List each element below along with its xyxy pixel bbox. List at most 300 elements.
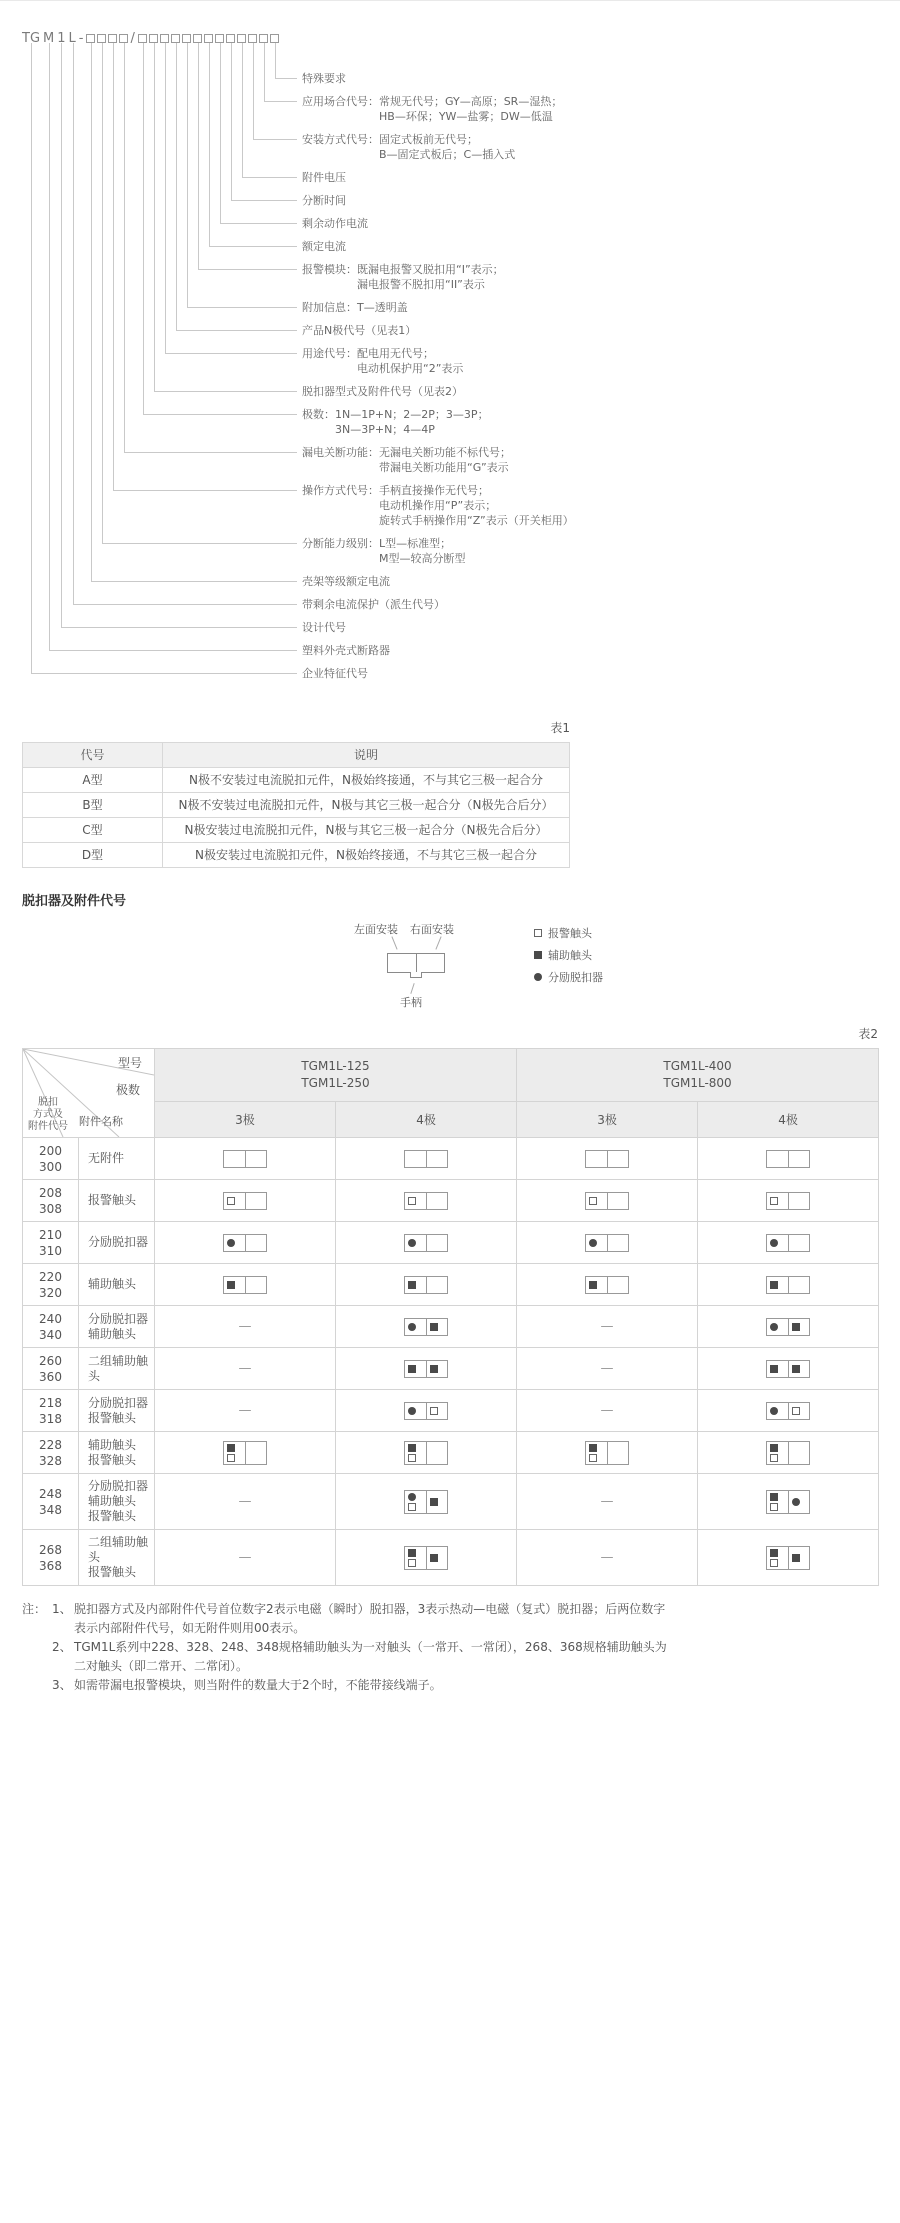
note-text	[74, 1638, 667, 1676]
symbol-cell	[517, 1222, 698, 1264]
code-label	[302, 536, 722, 566]
accessory-symbol-box	[766, 1360, 810, 1378]
accessory-name: 辅助触头	[88, 1326, 137, 1341]
model-group-400-800	[517, 1049, 879, 1102]
pole-header: 4极	[336, 1101, 517, 1137]
symbol-cell: —	[155, 1348, 336, 1390]
table1-header-row	[23, 743, 570, 768]
type-code-cell: B型	[23, 793, 163, 818]
accessory-compartment	[245, 1442, 266, 1464]
legend-item	[534, 925, 603, 941]
code-label	[302, 71, 722, 86]
accessory-compartment	[767, 1235, 788, 1251]
accessory-name: 报警触头	[88, 1410, 137, 1425]
table2-row	[23, 1222, 879, 1264]
accessory-symbol-box	[223, 1192, 267, 1210]
sq-symbol	[408, 1559, 416, 1567]
right-mount-label: 右面安装	[410, 923, 454, 936]
dot-symbol	[408, 1239, 416, 1247]
table2-row	[23, 1264, 879, 1306]
note-marker: 1、	[52, 1602, 72, 1616]
left-pointer-line	[391, 936, 397, 949]
accessory-compartment	[405, 1491, 426, 1513]
code-box	[193, 34, 202, 43]
accessory-symbol-box	[404, 1318, 448, 1336]
accessory-name: 分励脱扣器	[88, 1235, 149, 1249]
accessory-compartment	[426, 1403, 447, 1419]
accessory-compartment	[767, 1319, 788, 1335]
code-box	[226, 34, 235, 43]
code-label	[302, 170, 722, 185]
code-label	[302, 323, 722, 338]
fs-symbol	[227, 1444, 235, 1452]
note-lead	[22, 1676, 52, 1695]
code-box	[182, 34, 191, 43]
pole-header: 3极	[155, 1101, 336, 1137]
code-label-line: 带漏电关断功能用“G”表示	[379, 461, 509, 474]
table1	[22, 742, 570, 868]
accessory-name: 分励脱扣器	[88, 1479, 149, 1493]
code-label-line: 应用场合代号：常规无代号；GY—高原；SR—湿热；	[302, 95, 563, 108]
model-code	[22, 27, 878, 46]
table1-row	[23, 843, 570, 868]
symbol-cell	[698, 1432, 879, 1474]
accessory-name-cell	[79, 1306, 155, 1348]
accessory-compartment	[767, 1491, 788, 1513]
fs-symbol	[227, 1281, 235, 1289]
code-label-line: 附件电压	[302, 171, 346, 184]
code-box	[270, 34, 279, 43]
accessory-symbol-box	[404, 1546, 448, 1570]
accessory-code-cell	[23, 1348, 79, 1390]
table2-row	[23, 1180, 879, 1222]
accessory-code: 220	[39, 1269, 62, 1284]
accessory-symbol-box	[404, 1490, 448, 1514]
accessory-symbol-box	[404, 1150, 448, 1168]
accessory-compartment	[426, 1491, 447, 1513]
code-label	[302, 407, 722, 437]
accessory-compartment	[224, 1442, 245, 1464]
symbol-cell	[698, 1222, 879, 1264]
accessory-name-cell	[79, 1264, 155, 1306]
type-desc-cell: N极不安装过电流脱扣元件，N极始终接通，不与其它三极一起合分	[163, 768, 570, 793]
accessory-symbol-box	[585, 1441, 629, 1465]
fs-symbol	[408, 1281, 416, 1289]
accessory-compartment	[788, 1442, 809, 1464]
accessory-symbol-box	[404, 1192, 448, 1210]
note-line: TGM1L系列中228、328、248、348规格辅助触头为一对触头（一常开、一常闭），268、368规格辅助触头为	[74, 1640, 667, 1654]
note-lead: 注：	[22, 1602, 47, 1616]
legend-label: 辅助触头	[548, 949, 592, 962]
model-name: TGM1L-400	[663, 1058, 732, 1073]
sq-symbol	[589, 1197, 597, 1205]
accessory-symbol-box	[404, 1360, 448, 1378]
code-label-line: 剩余动作电流	[302, 217, 368, 230]
dot-symbol	[227, 1239, 235, 1247]
code-label-line: 电动机操作用“P”表示；	[379, 499, 497, 512]
dot-symbol	[408, 1407, 416, 1415]
accessory-compartment	[586, 1277, 607, 1293]
sq-symbol	[408, 1197, 416, 1205]
sq-symbol	[792, 1407, 800, 1415]
accessory-code-cell	[23, 1180, 79, 1222]
code-label-line: 企业特征代号	[302, 667, 368, 680]
symbol-cell: —	[517, 1474, 698, 1530]
accessory-compartment	[788, 1403, 809, 1419]
accessory-compartment	[788, 1491, 809, 1513]
accessory-compartment	[767, 1277, 788, 1293]
accessory-name: 二组辅助触头	[88, 1535, 149, 1564]
accessory-symbol-box	[766, 1490, 810, 1514]
accessory-code: 310	[39, 1243, 62, 1258]
accessory-compartment	[586, 1235, 607, 1251]
symbol-cell	[155, 1180, 336, 1222]
type-desc-cell: N极安装过电流脱扣元件，N极与其它三极一起合分（N极先合后分）	[163, 818, 570, 843]
symbol-cell	[155, 1264, 336, 1306]
accessory-compartment	[405, 1235, 426, 1251]
symbol-cell	[517, 1264, 698, 1306]
accessory-compartment	[788, 1193, 809, 1209]
fs-symbol	[430, 1365, 438, 1373]
fs-symbol	[770, 1444, 778, 1452]
type-desc-cell: N极安装过电流脱扣元件，N极始终接通，不与其它三极一起合分	[163, 843, 570, 868]
symbol-cell	[698, 1138, 879, 1180]
code-label	[302, 620, 722, 635]
code-label	[302, 216, 722, 231]
code-label-line: 带剩余电流保护（派生代号）	[302, 598, 445, 611]
code-label	[302, 483, 722, 528]
pole-header: 4极	[698, 1101, 879, 1137]
accessory-compartment	[405, 1403, 426, 1419]
table2-row	[23, 1306, 879, 1348]
accessory-compartment	[245, 1151, 266, 1167]
code-label	[302, 597, 722, 612]
code-label-line: 分断能力级别：L型—标准型；	[302, 537, 452, 550]
fs-symbol	[792, 1554, 800, 1562]
code-label-line: M型—较高分断型	[379, 552, 466, 565]
note-lead	[22, 1638, 52, 1676]
note-item	[22, 1638, 878, 1676]
accessory-symbol-box	[223, 1234, 267, 1252]
code-letter: L	[68, 31, 76, 46]
dot-symbol	[792, 1498, 800, 1506]
code-box	[86, 34, 95, 43]
note-item	[22, 1600, 878, 1638]
accessory-symbol-box	[766, 1192, 810, 1210]
dot-symbol	[770, 1407, 778, 1415]
accessory-symbol-box	[585, 1150, 629, 1168]
symbol-cell	[698, 1180, 879, 1222]
accessory-name: 辅助触头	[88, 1277, 137, 1291]
code-label-line: 用途代号：配电用无代号；	[302, 347, 434, 360]
corner-code-label: 脱扣 方式及 附件代号	[28, 1097, 68, 1132]
accessory-compartment	[586, 1193, 607, 1209]
accessory-compartment	[426, 1151, 447, 1167]
type-code-cell: C型	[23, 818, 163, 843]
code-box	[237, 34, 246, 43]
corner-model-label: 型号	[117, 1056, 142, 1070]
fs-symbol	[589, 1281, 597, 1289]
sq-symbol	[534, 929, 542, 937]
code-label-line: HB—环保；YW—盐雾；DW—低温	[379, 110, 553, 123]
code-label-line: 产品N极代号（见表1）	[302, 324, 417, 337]
code-label-line: 3N—3P+N；4—4P	[335, 423, 435, 436]
accessory-name: 分励脱扣器	[88, 1395, 149, 1410]
code-label	[302, 193, 722, 208]
sq-symbol	[770, 1197, 778, 1205]
accessory-compartment	[788, 1151, 809, 1167]
code-label-line: B—固定式板后；C—插入式	[379, 148, 516, 161]
legend-label: 报警触头	[548, 927, 592, 940]
accessory-symbol-box	[766, 1234, 810, 1252]
symbol-cell	[698, 1264, 879, 1306]
symbol-cell	[517, 1138, 698, 1180]
accessory-name-cell	[79, 1180, 155, 1222]
accessory-symbol-box	[223, 1441, 267, 1465]
accessory-name: 辅助触头	[88, 1494, 137, 1508]
accessory-compartment	[405, 1547, 426, 1569]
accessory-compartment	[767, 1193, 788, 1209]
model-name: TGM1L-125	[301, 1058, 370, 1073]
fs-symbol	[408, 1549, 416, 1557]
type-desc-cell: N极不安装过电流脱扣元件，N极与其它三极一起合分（N极先合后分）	[163, 793, 570, 818]
accessory-compartment	[426, 1442, 447, 1464]
symbol-cell: —	[517, 1348, 698, 1390]
code-label	[302, 262, 722, 292]
accessory-compartment	[245, 1193, 266, 1209]
accessory-compartment	[426, 1319, 447, 1335]
dot-symbol	[770, 1239, 778, 1247]
code-label-line: 报警模块：既漏电报警又脱扣用“I”表示；	[302, 263, 504, 276]
sq-symbol	[770, 1559, 778, 1567]
fs-symbol	[770, 1549, 778, 1557]
legend-item	[534, 947, 603, 963]
accessory-compartment	[788, 1319, 809, 1335]
dot-symbol	[408, 1493, 416, 1501]
code-label	[302, 300, 722, 315]
symbol-cell	[336, 1222, 517, 1264]
accessory-compartment	[607, 1151, 628, 1167]
accessory-compartment	[405, 1361, 426, 1377]
fs-symbol	[430, 1323, 438, 1331]
symbol-cell	[336, 1390, 517, 1432]
fs-symbol	[589, 1444, 597, 1452]
accessory-code: 300	[39, 1159, 62, 1174]
accessory-code-cell	[23, 1264, 79, 1306]
symbol-cell: —	[155, 1530, 336, 1586]
accessory-compartment	[767, 1403, 788, 1419]
fs-symbol	[770, 1493, 778, 1501]
accessory-code-cell	[23, 1530, 79, 1586]
accessory-code: 248	[39, 1486, 62, 1501]
accessory-symbol-box	[766, 1402, 810, 1420]
accessory-compartment	[586, 1151, 607, 1167]
code-label-line: 壳架等级额定电流	[302, 575, 390, 588]
accessory-code: 318	[39, 1411, 62, 1426]
accessory-name-cell	[79, 1138, 155, 1180]
code-label-line: 分断时间	[302, 194, 346, 207]
symbol-cell: —	[155, 1474, 336, 1530]
code-label-line: 漏电关断功能：无漏电关断功能不标代号；	[302, 446, 511, 459]
accessory-compartment	[405, 1151, 426, 1167]
accessory-compartment	[586, 1442, 607, 1464]
legend-item	[534, 969, 603, 985]
accessory-symbol-box	[766, 1150, 810, 1168]
connector-line	[31, 43, 297, 674]
code-letter: 1	[57, 31, 66, 46]
right-pointer-line	[435, 936, 441, 949]
accessory-code: 240	[39, 1311, 62, 1326]
dot-symbol	[534, 973, 542, 981]
accessory-compartment	[607, 1442, 628, 1464]
table2-caption: 表2	[858, 1027, 878, 1041]
symbol-cell	[698, 1474, 879, 1530]
accessory-compartment	[426, 1547, 447, 1569]
symbol-cell	[155, 1432, 336, 1474]
accessory-code: 360	[39, 1369, 62, 1384]
code-box	[204, 34, 213, 43]
accessory-code: 320	[39, 1285, 62, 1300]
table1-row	[23, 768, 570, 793]
model-group-125-250	[155, 1049, 517, 1102]
code-label-line: 操作方式代号：手柄直接操作无代号；	[302, 484, 489, 497]
sq-symbol	[408, 1503, 416, 1511]
accessory-code: 348	[39, 1502, 62, 1517]
code-box	[259, 34, 268, 43]
code-label-line: 旋转式手柄操作用“Z”表示（开关柜用）	[379, 514, 574, 527]
code-label-line: 漏电报警不脱扣用“II”表示	[357, 278, 485, 291]
symbol-cell	[155, 1138, 336, 1180]
accessory-code-cell	[23, 1432, 79, 1474]
symbol-cell: —	[155, 1306, 336, 1348]
symbol-cell	[336, 1530, 517, 1586]
accessory-name: 报警触头	[88, 1193, 137, 1207]
accessory-code: 210	[39, 1227, 62, 1242]
accessory-compartment	[405, 1193, 426, 1209]
handle-pointer-line	[410, 983, 414, 994]
table2-row	[23, 1348, 879, 1390]
accessory-code: 268	[39, 1542, 62, 1557]
code-box	[108, 34, 117, 43]
note-marker: 3、	[52, 1678, 72, 1692]
accessory-compartment	[426, 1277, 447, 1293]
legend-label: 分励脱扣器	[548, 971, 603, 984]
symbol-cell	[698, 1306, 879, 1348]
accessory-compartment	[426, 1361, 447, 1377]
accessory-symbol-box	[585, 1234, 629, 1252]
code-label-line: 脱扣器型式及附件代号（见表2）	[302, 385, 463, 398]
table1-header-desc: 说明	[163, 743, 570, 768]
accessory-compartment	[767, 1151, 788, 1167]
accessory-compartment	[767, 1547, 788, 1569]
accessory-compartment	[607, 1235, 628, 1251]
symbol-legend	[534, 921, 603, 985]
accessory-compartment	[224, 1235, 245, 1251]
symbol-cell	[336, 1432, 517, 1474]
sq-symbol	[227, 1197, 235, 1205]
accessory-compartment	[245, 1235, 266, 1251]
accessory-name: 报警触头	[88, 1509, 137, 1523]
code-label-line: 设计代号	[302, 621, 346, 634]
symbol-cell	[336, 1306, 517, 1348]
breaker-outline	[387, 953, 445, 973]
fs-symbol	[792, 1323, 800, 1331]
fs-symbol	[430, 1498, 438, 1506]
symbol-cell	[336, 1348, 517, 1390]
code-label-line: 电动机保护用“2”表示	[357, 362, 464, 375]
symbol-cell	[336, 1474, 517, 1530]
code-label-line: 极数：1N—1P+N；2—2P；3—3P；	[302, 408, 489, 421]
note-line: 脱扣器方式及内部附件代号首位数字2表示电磁（瞬时）脱扣器，3表示热动—电磁（复式）脱扣器；后两位数字	[74, 1602, 666, 1616]
accessory-compartment	[767, 1361, 788, 1377]
accessory-code-cell	[23, 1474, 79, 1530]
sq-symbol	[770, 1503, 778, 1511]
accessory-symbol-box	[766, 1546, 810, 1570]
accessory-compartment	[405, 1319, 426, 1335]
symbol-cell	[336, 1138, 517, 1180]
accessory-compartment	[788, 1235, 809, 1251]
compartment-divider	[416, 954, 417, 972]
symbol-cell	[517, 1180, 698, 1222]
handle-label: 手柄	[400, 996, 422, 1009]
accessory-code: 368	[39, 1558, 62, 1573]
accessory-compartment	[426, 1193, 447, 1209]
table1-header-code: 代号	[23, 743, 163, 768]
symbol-cell	[155, 1222, 336, 1264]
accessory-symbol-box	[766, 1318, 810, 1336]
code-label-line: 安装方式代号：固定式板前无代号；	[302, 133, 478, 146]
left-mount-label: 左面安装	[354, 923, 398, 936]
code-box	[171, 34, 180, 43]
accessory-code: 208	[39, 1185, 62, 1200]
table2-row	[23, 1432, 879, 1474]
code-box	[215, 34, 224, 43]
code-box	[138, 34, 147, 43]
model-name: TGM1L-250	[301, 1075, 370, 1090]
accessory-compartment	[224, 1193, 245, 1209]
code-label-line: 塑料外壳式断路器	[302, 644, 390, 657]
table2-row	[23, 1530, 879, 1586]
table1-row	[23, 793, 570, 818]
accessory-name-cell	[79, 1474, 155, 1530]
note-line: 表示内部附件代号，如无附件则用00表示。	[74, 1621, 306, 1635]
code-box	[160, 34, 169, 43]
symbol-cell	[336, 1180, 517, 1222]
table2-corner	[23, 1049, 155, 1138]
symbol-cell: —	[517, 1306, 698, 1348]
accessory-code-cell	[23, 1222, 79, 1264]
table2-row	[23, 1474, 879, 1530]
code-label	[302, 239, 722, 254]
table2-row	[23, 1390, 879, 1432]
code-labels	[302, 71, 722, 689]
accessory-code: 340	[39, 1327, 62, 1342]
accessory-compartment	[405, 1277, 426, 1293]
sq-symbol	[408, 1454, 416, 1462]
accessory-symbol-box	[766, 1276, 810, 1294]
pole-header: 3极	[517, 1101, 698, 1137]
symbol-cell: —	[517, 1390, 698, 1432]
note-line: 如需带漏电报警模块，则当附件的数量大于2个时，不能带接线端子。	[74, 1678, 442, 1692]
accessory-symbol-box	[404, 1276, 448, 1294]
code-slash: /	[130, 31, 135, 46]
code-label	[302, 643, 722, 658]
handle-figure	[354, 921, 878, 1009]
accessory-symbol-box	[585, 1276, 629, 1294]
model-name: TGM1L-800	[663, 1075, 732, 1090]
symbol-cell	[698, 1530, 879, 1586]
accessory-name-cell	[79, 1530, 155, 1586]
